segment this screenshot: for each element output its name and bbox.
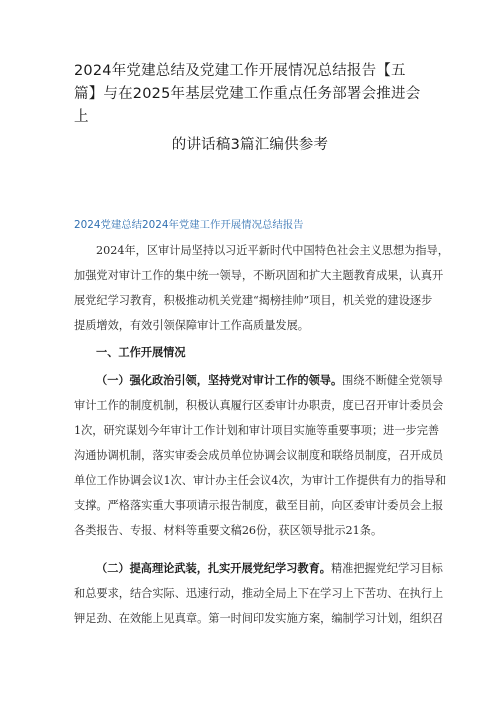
paragraph-lead: （二）提高理论武装，扎实开展党纪学习教育。 (96, 562, 331, 575)
section-1-heading: 一、工作开展情况 (96, 346, 186, 359)
intro-line: 2024年，区审计局坚持以习近平新时代中国特色社会主义思想为指导， (96, 244, 449, 257)
paragraph-1 (74, 368, 447, 543)
paragraph-lead: （一）强化政治引领，坚持党对审计工作的领导。 (96, 374, 343, 387)
intro-line: 展党纪学习教育，积极推动机关党建“揭榜挂帅”项目，机关党的建设逐步 (74, 294, 433, 307)
title-line-1: 2024年党建总结及党建工作开展情况总结报告【五 (74, 63, 406, 79)
paragraph-line: 支撑。严格落实重大事项请示报告制度，截至目前，向区委审计委员会上报 (74, 499, 444, 512)
paragraph-2 (74, 556, 444, 631)
paragraph-line (74, 368, 443, 393)
section-heading (74, 340, 426, 365)
paragraph-line: 单位工作协调会议1次、审计办主任会议4次，为审计工作提供有力的指导和 (74, 474, 447, 487)
title-line-2: 篇】与在2025年基层党建工作重点任务部署会推进会 (74, 86, 421, 102)
section-subheading: 2024党建总结2024年党建工作开展情况总结报告 (74, 219, 304, 231)
paragraph-text: 围绕不断健全党领导 (342, 374, 443, 387)
title-line-4: 的讲话稿3篇汇编供参考 (171, 137, 329, 153)
paragraph-line: 各类报告、专报、材料等重要文稿26份，获区领导批示21条。 (74, 524, 383, 537)
paragraph-line: 和总要求，结合实际、迅速行动，推动全局上下在学习上下苦功、在执行上 (74, 587, 444, 600)
intro-line: 加强党对审计工作的集中统一领导，不断巩固和扩大主题教育成果，认真开 (74, 269, 444, 282)
title-line-3: 上 (74, 109, 89, 125)
paragraph-text: 精准把握党纪学习目标 (330, 562, 443, 575)
paragraph-line: 沟通协调机制，落实审委会成员单位协调会议制度和联络员制度，召开成员 (74, 449, 444, 462)
paragraph-line: 1次，研究谋划今年审计工作计划和审计项目实施等重要事项；进一步完善 (74, 424, 440, 437)
paragraph-line (74, 556, 443, 581)
paragraph-line: 审计工作的制度机制，积极认真履行区委审计办职责，度已召开审计委员会 (74, 399, 444, 412)
document-title (74, 60, 426, 157)
intro-paragraph (74, 238, 449, 338)
paragraph-line: 钾足劲、在效能上见真章。第一时间印发实施方案，编制学习计划，组织召 (74, 612, 444, 625)
intro-line: 提质增效，有效引领保障审计工作高质量发展。 (74, 319, 309, 332)
